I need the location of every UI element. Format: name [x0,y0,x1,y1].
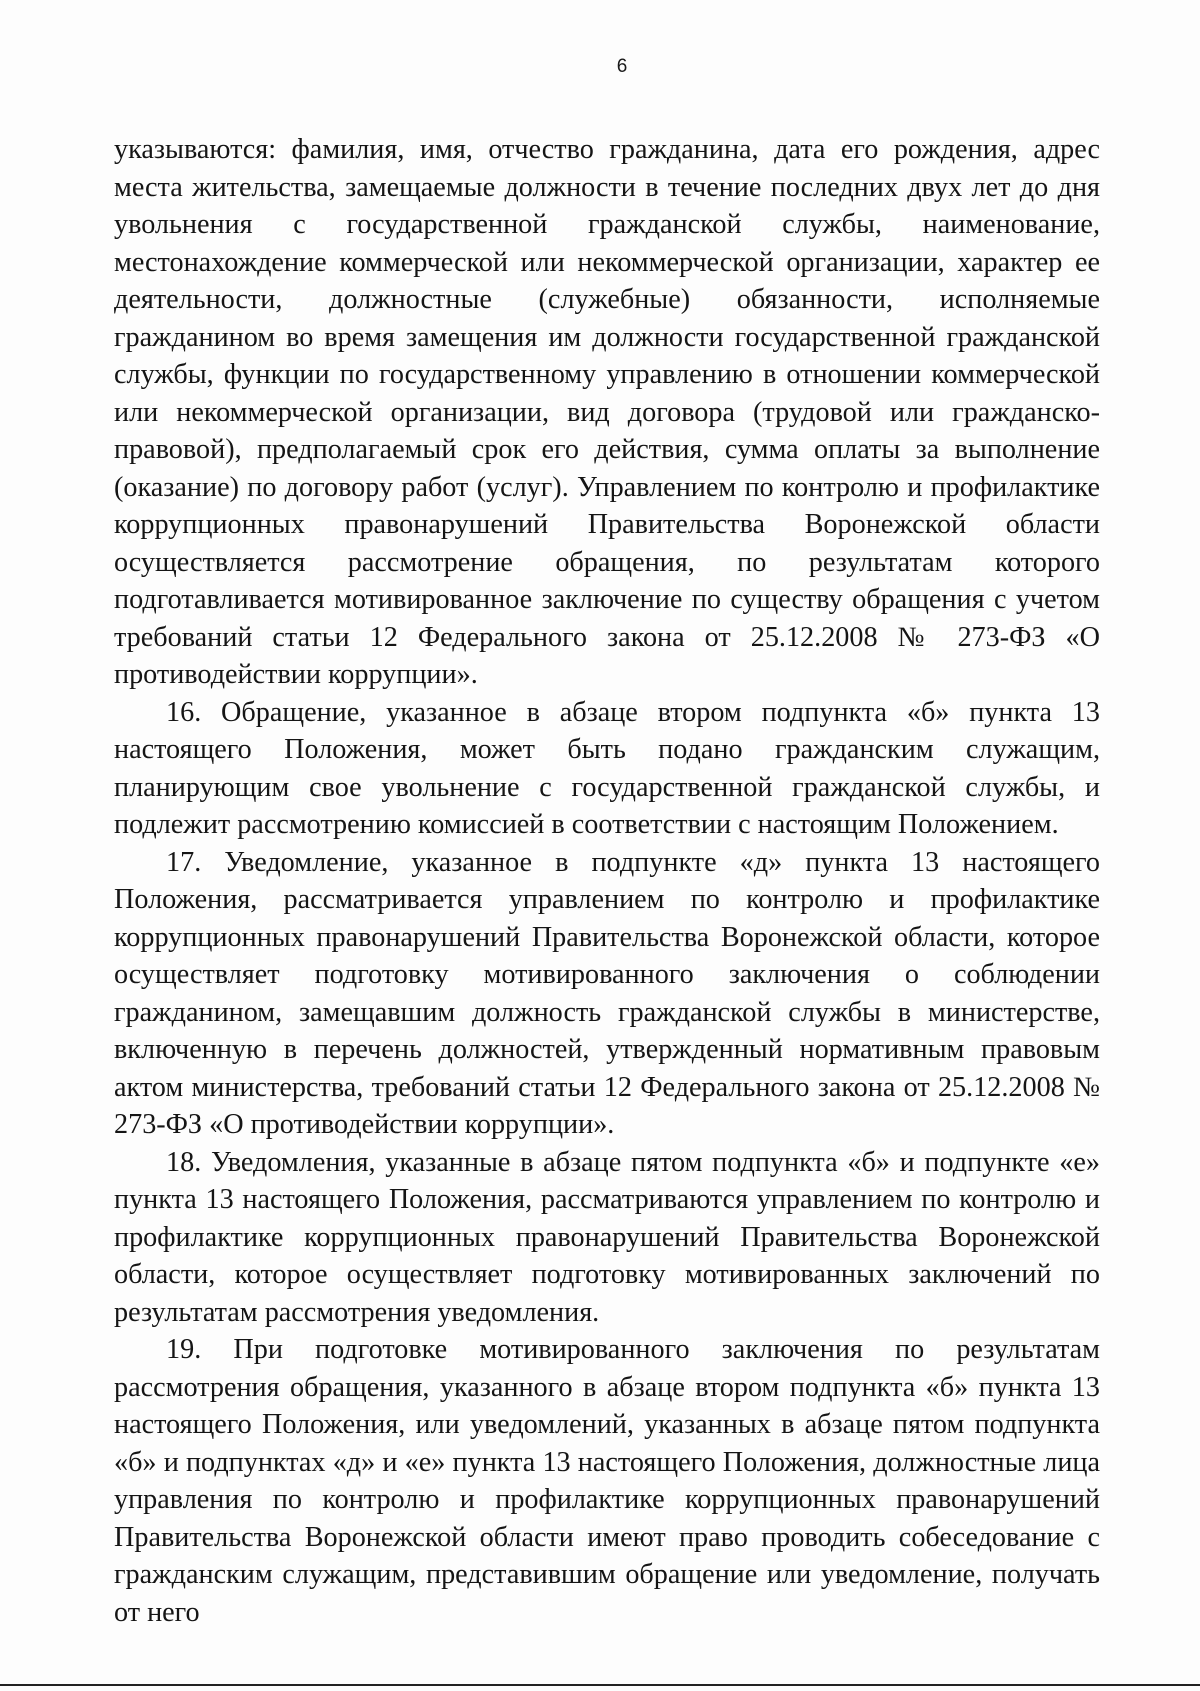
paragraph-17: 17. Уведомление, указанное в подпункте «д» пункта 13 настоящего Положения, рассматривается управлением по контролю и профилактике коррупционных правонарушений Правительства Воронежской области, которое осуществляет подготовку мотивированного заключения о соблюдении гражданином, замещавшим должность гражданской службы в министерстве, включенную в перечень должностей, утвержденный нормативным правовым актом министерства, требований статьи 12 Федерального закона от 25.12.2008 № 273-ФЗ «О противодействии коррупции». [114,846,1100,1140]
paragraph-16: 16. Обращение, указанное в абзаце втором подпункта «б» пункта 13 настоящего Положения, может быть подано гражданским служащим, планирующим свое увольнение с государственной гражданской службы, и подлежит рассмотрению комиссией в соответствии с настоящим Положением. [114,696,1100,840]
page-number: 6 [616,56,628,77]
document-body [114,131,1100,1631]
paragraph-continuation: указываются: фамилия, имя, отчество гражданина, дата его рождения, адрес места жительства, замещаемые должности в течение последних двух лет до дня увольнения с государственной гражданской службы, наименование, местонахождение коммерческой или некоммерческой организации, характер ее деятельности, должностные (служебные) обязанности, исполняемые гражданином во время замещения им должности государственной гражданской службы, функции по государственному управлению в отношении коммерческой или некоммерческой организации, вид договора (трудовой или гражданско-правовой), предполагаемый срок его действия, сумма оплаты за выполнение (оказание) по договору работ (услуг). Управлением по контролю и профилактике коррупционных правонарушений Правительства Воронежской области осуществляется рассмотрение обращения, по результатам которого подготавливается мотивированное заключение по существу обращения с учетом требований статьи 12 Федерального закона от 25.12.2008 № 273-ФЗ «О противодействии коррупции». [114,134,1100,690]
paragraph-19: 19. При подготовке мотивированного заключения по результатам рассмотрения обращения, указанного в абзаце втором подпункта «б» пункта 13 настоящего Положения, или уведомлений, указанных в абзаце пятом подпункта «б» и подпунктах «д» и «е» пункта 13 настоящего Положения, должностные лица управления по контролю и профилактике коррупционных правонарушений Правительства Воронежской области имеют право проводить собеседование с гражданским служащим, представившим обращение или уведомление, получать от него [114,1334,1100,1628]
paragraph-18: 18. Уведомления, указанные в абзаце пятом подпункта «б» и подпункте «е» пункта 13 настоящего Положения, рассматриваются управлением по контролю и профилактике коррупционных правонарушений Правительства Воронежской области, которое осуществляет подготовку мотивированных заключений по результатам рассмотрения уведомления. [114,1146,1100,1328]
scan-bottom-edge [0,1684,1200,1686]
